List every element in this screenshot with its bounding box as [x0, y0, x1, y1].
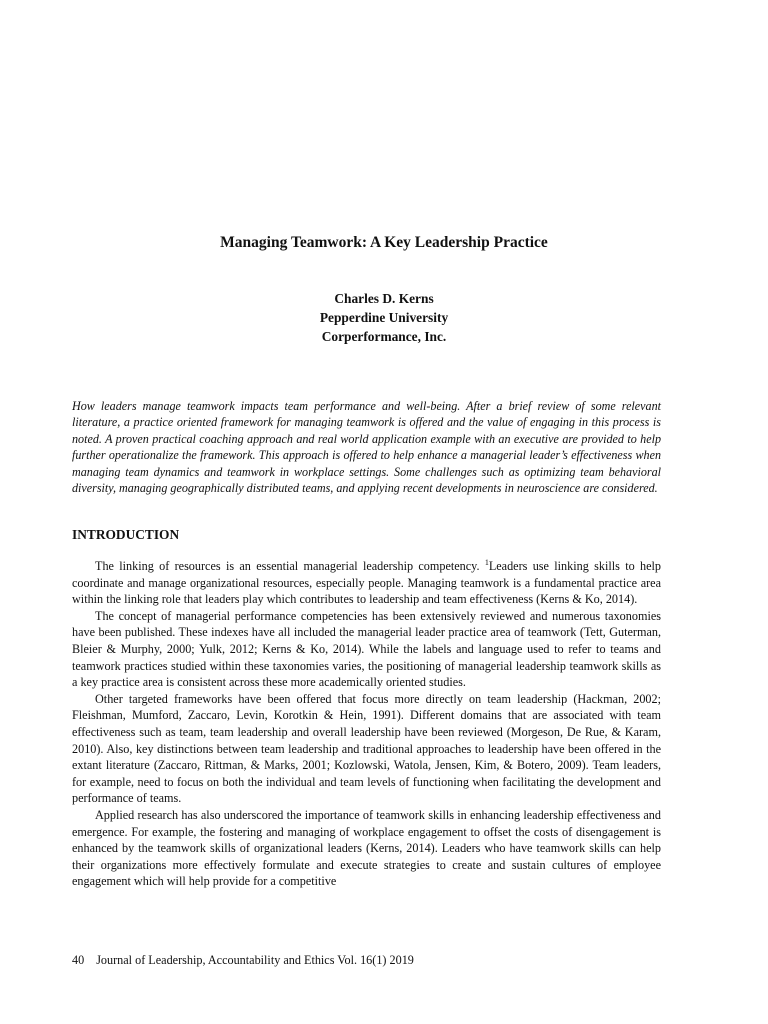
paragraph-text: Leaders use linking skills to help coordinate and manage organizational resources, especially people. Managing teamwork is a fundamental practice area within the linking role that leaders play which contributes to leadership and team effectiveness (Kerns & Ko, 2014).	[72, 559, 661, 607]
author-name: Charles D. Kerns	[334, 291, 434, 306]
page-footer	[72, 952, 414, 968]
page-number: 40	[72, 953, 85, 967]
journal-citation: Journal of Leadership, Accountability and Ethics Vol. 16(1) 2019	[96, 953, 414, 967]
paper-title: Managing Teamwork: A Key Leadership Practice	[220, 234, 548, 251]
author-affiliation: Corperformance, Inc.	[321, 329, 447, 344]
author-affiliation: Pepperdine University	[319, 310, 449, 325]
paragraph: Applied research has also underscored the importance of teamwork skills in enhancing leadership effectiveness and emergence. For example, the fostering and managing of workplace engagement to offset the costs of disengagement is enhanced by the teamwork skills of organizational leaders (Kerns, 2014). Leaders who have teamwork skills can help their organizations more effectively formulate and execute strategies to create and sustain cultures of employee engagement which will help provide for a competitive	[72, 807, 661, 889]
author-block	[0, 289, 768, 346]
paragraph-text: The linking of resources is an essential managerial leadership competency.	[95, 559, 480, 573]
body-text	[72, 558, 661, 890]
section-heading: INTRODUCTION	[72, 527, 180, 542]
paragraph	[72, 558, 661, 608]
paragraph: Other targeted frameworks have been offered that focus more directly on team leadership (Hackman, 2002; Fleishman, Mumford, Zaccaro, Levin, Korotkin & Hein, 1991). Different domains that are associated with team effectiveness such as team, team leadership and overall leadership have been reviewed (Morgeson, De Rue, & Karam, 2010). Also, key distinctions between team leadership and traditional approaches to leadership have been offered in the extant literature (Zaccaro, Rittman, & Marks, 2001; Kozlowski, Watola, Jensen, Kim, & Botero, 2009). Team leaders, for example, need to focus on both the individual and team levels of functioning when facilitating the development and performance of teams.	[72, 691, 661, 806]
footnote-marker: 1	[484, 557, 489, 567]
paragraph: The concept of managerial performance competencies has been extensively reviewed and numerous taxonomies have been published. These indexes have all included the managerial leader practice area of teamwork (Tett, Guterman, Bleier & Murphy, 2000; Yulk, 2012; Kerns & Ko, 2014). While the labels and language used to refer to teams and teamwork practices studied within these taxonomies varies, the positioning of managerial leadership teamwork skills as a key practice area is consistent across these more academically oriented studies.	[72, 608, 661, 690]
abstract: How leaders manage teamwork impacts team performance and well-being. After a brief review of some relevant literature, a practice oriented framework for managing teamwork is offered and the value of engaging in this process is noted. A proven practical coaching approach and real world application example with an executive are provided to help further operationalize the framework. This approach is offered to help enhance a managerial leader’s effectiveness when managing team dynamics and teamwork in workplace settings. Some challenges such as optimizing team behavioral diversity, managing geographically distributed teams, and applying recent developments in neuroscience are considered.	[72, 399, 661, 496]
